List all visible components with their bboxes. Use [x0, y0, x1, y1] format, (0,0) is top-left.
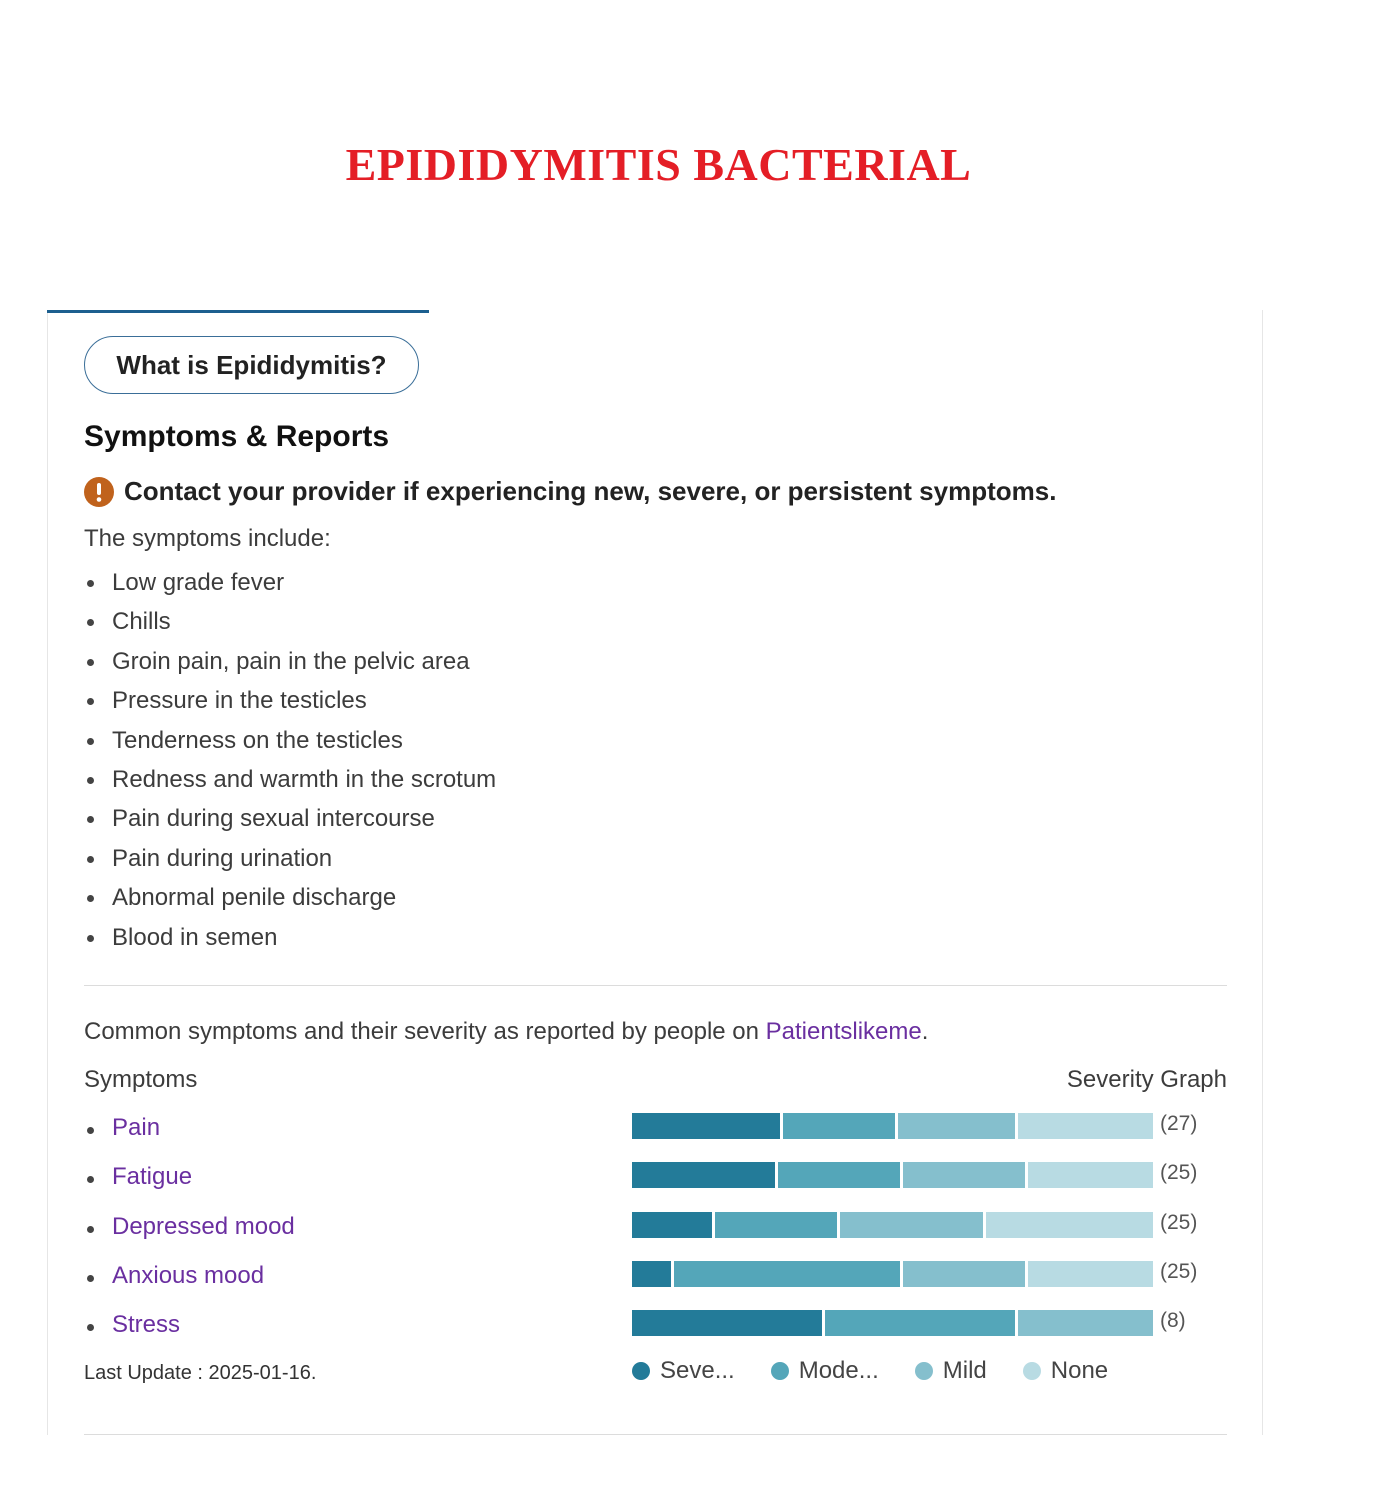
severity-row: [84, 1159, 1227, 1199]
bar-segment-moderate: [674, 1261, 903, 1287]
legend-dot-icon: [1023, 1362, 1041, 1380]
severity-graph-header: Severity Graph: [1066, 1066, 1227, 1093]
what-is-epididymitis-button[interactable]: What is Epididymitis?: [84, 336, 419, 394]
symptoms-intro: The symptoms include:: [84, 525, 331, 552]
severity-legend: [632, 1357, 1144, 1385]
list-item: Low grade fever: [84, 563, 496, 602]
report-count: (8): [1160, 1309, 1186, 1333]
bar-segment-moderate: [783, 1113, 898, 1139]
list-item: Groin pain, pain in the pelvic area: [84, 642, 496, 681]
bar-segment-severe: [632, 1310, 825, 1336]
bar-segment-none: [1028, 1162, 1153, 1188]
severity-bar: [632, 1212, 1153, 1238]
symptom-link[interactable]: Pain: [112, 1114, 161, 1141]
legend-item-mild: [915, 1357, 987, 1385]
bar-segment-severe: [632, 1212, 715, 1238]
symptom-link[interactable]: Depressed mood: [112, 1212, 295, 1240]
bar-segment-mild: [898, 1113, 1018, 1139]
bar-segment-severe: [632, 1113, 783, 1139]
common-symptoms-label: Common symptoms and their severity as reported by people on: [84, 1018, 766, 1045]
list-item: Abnormal penile discharge: [84, 878, 496, 917]
symptom-link[interactable]: Anxious mood: [112, 1261, 265, 1289]
bar-segment-none: [986, 1212, 1153, 1238]
severity-row: [84, 1258, 1227, 1298]
list-item: Tenderness on the testicles: [84, 721, 496, 760]
legend-dot-icon: [771, 1362, 789, 1380]
bar-segment-moderate: [778, 1162, 903, 1188]
severity-bar: [632, 1310, 1153, 1336]
common-symptoms-text: [84, 1018, 928, 1046]
report-count: (27): [1160, 1112, 1198, 1135]
report-count: (25): [1160, 1161, 1198, 1185]
severity-row: [84, 1110, 1227, 1150]
symptoms-column-header: Symptoms: [84, 1066, 198, 1093]
report-count: (25): [1160, 1210, 1198, 1234]
severity-row: [84, 1307, 1227, 1347]
warning-notice: [84, 476, 1056, 507]
bar-segment-moderate: [715, 1212, 840, 1238]
list-item: Pain during sexual intercourse: [84, 799, 496, 838]
patientslikeme-link[interactable]: Patientslikeme: [765, 1018, 922, 1045]
warning-text: Contact your provider if experiencing new, severe, or persistent symptoms.: [124, 476, 1057, 506]
bar-segment-mild: [903, 1261, 1028, 1287]
legend-item-severe: [632, 1357, 735, 1385]
severity-bar: [632, 1261, 1153, 1287]
card-accent-line: [47, 310, 429, 313]
symptom-link[interactable]: Fatigue: [112, 1163, 193, 1191]
legend-label: Mild: [942, 1357, 987, 1384]
list-item: Redness and warmth in the scrotum: [84, 760, 496, 799]
legend-item-none: [1023, 1357, 1108, 1385]
divider: [84, 985, 1227, 986]
legend-label: None: [1050, 1357, 1109, 1384]
report-count: (25): [1160, 1259, 1198, 1283]
symptom-list: [84, 563, 496, 957]
bar-segment-moderate: [825, 1310, 1018, 1336]
symptom-link[interactable]: Stress: [112, 1311, 181, 1339]
bar-segment-none: [1028, 1261, 1153, 1287]
legend-label: Mode...: [798, 1357, 879, 1384]
legend-label: Seve...: [660, 1357, 735, 1384]
list-item: Chills: [84, 602, 496, 641]
legend-dot-icon: [632, 1362, 650, 1380]
bar-segment-mild: [840, 1212, 986, 1238]
page-title: EPIDIDYMITIS BACTERIAL: [345, 139, 972, 190]
common-symptoms-suffix: .: [921, 1018, 929, 1045]
bar-segment-mild: [903, 1162, 1028, 1188]
severity-row: [84, 1209, 1227, 1249]
severity-bar: [632, 1113, 1153, 1139]
bar-segment-none: [1018, 1113, 1153, 1139]
legend-item-moderate: [771, 1357, 879, 1385]
legend-dot-icon: [915, 1362, 933, 1380]
exclamation-circle-icon: [84, 477, 114, 507]
bar-segment-severe: [632, 1162, 778, 1188]
list-item: Pain during urination: [84, 839, 496, 878]
bar-segment-severe: [632, 1261, 674, 1287]
bar-segment-mild: [1018, 1310, 1153, 1336]
list-item: Blood in semen: [84, 918, 496, 957]
severity-bar: [632, 1162, 1153, 1188]
last-update: Last Update : 2025-01-16.: [84, 1362, 317, 1384]
list-item: Pressure in the testicles: [84, 681, 496, 720]
section-title: Symptoms & Reports: [84, 420, 390, 453]
divider: [84, 1434, 1227, 1435]
